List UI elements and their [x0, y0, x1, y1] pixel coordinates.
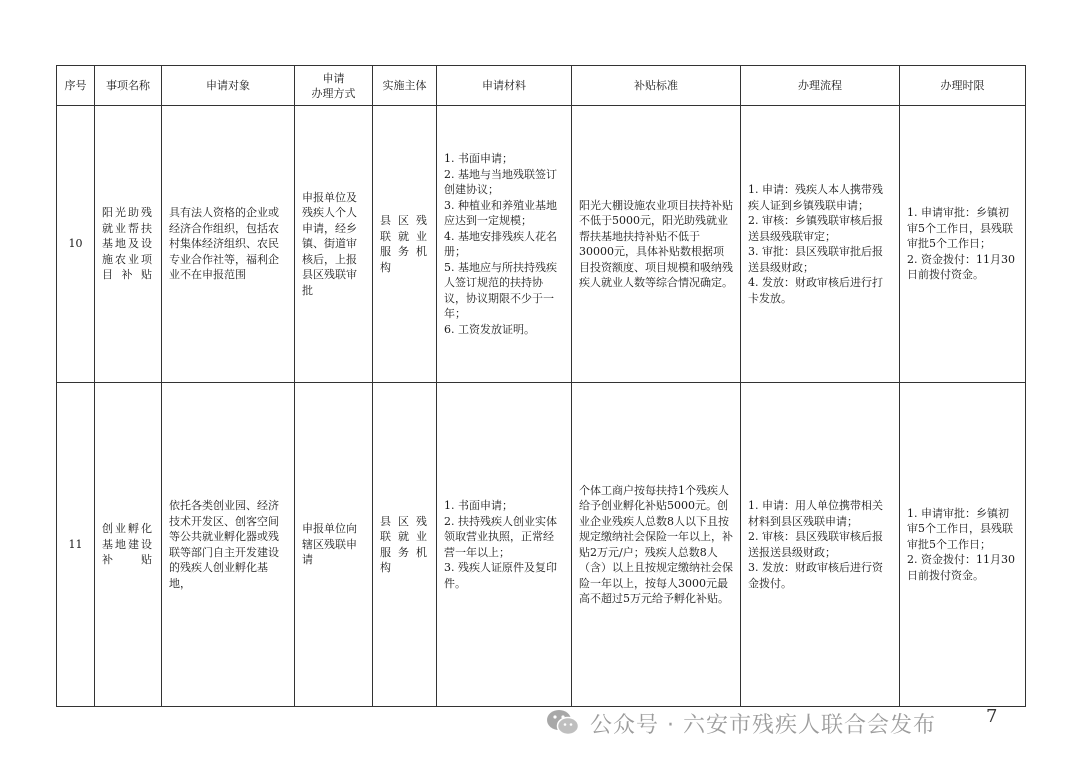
row-time-limit: [900, 106, 1026, 383]
time-limit-item: 1. 申请审批：乡镇初审5个工作日，县残联审批5个工作日；: [907, 206, 1013, 251]
header-applicant: 申请对象: [162, 66, 295, 106]
row-materials: [437, 383, 572, 707]
row-agency: 县区残联就业服务机构: [373, 106, 437, 383]
table-row: [57, 383, 1026, 707]
table-header-row: [57, 66, 1026, 106]
header-time-limit: 办理时限: [900, 66, 1026, 106]
time-limit-item: 2. 资金拨付：11月30日前拨付资金。: [907, 252, 1015, 282]
process-step: 1. 申请：用人单位携带相关材料到县区残联申请；: [748, 499, 883, 528]
row-time-limit: [900, 383, 1026, 707]
process-step: 4. 发放：财政审核后进行打卡发放。: [748, 276, 883, 305]
row-standard: 个体工商户按每扶持1个残疾人给予创业孵化补贴5000元。创业企业残疾人总数8人以下且按规定缴纳社会保险一年以上，补贴2万元/户；残疾人总数8人（含）以上且按规定缴纳社会保险一年以上，按每人3000元最高不超过5万元给予孵化补贴。: [572, 383, 741, 707]
page-number: 7: [986, 706, 998, 727]
policy-table: [56, 65, 1026, 707]
row-item-name: 阳光助残就业帮扶基地及设施农业项目补贴: [95, 106, 162, 383]
row-method: 申报单位及残疾人个人申请，经乡镇、街道审核后，上报县区残联审批: [295, 106, 373, 383]
header-process: 办理流程: [741, 66, 900, 106]
row-agency: 县区残联就业服务机构: [373, 383, 437, 707]
material-item: 3. 种植业和养殖业基地应达到一定规模；: [444, 198, 557, 227]
process-step: 2. 审核：县区残联审核后报送报送县级财政；: [748, 530, 883, 559]
row-seq: 10: [57, 106, 95, 383]
row-process: [741, 383, 900, 707]
row-standard: 阳光大棚设施农业项目扶持补贴不低于5000元，阳光助残就业帮扶基地扶持补贴不低于30000元，具体补贴数根据项目投资额度、项目规模和吸纳残疾人就业人数等综合情况确定。: [572, 106, 741, 383]
row-applicant: 依托各类创业园、经济技术开发区、创客空间等公共就业孵化器或残联等部门自主开发建设的残疾人创业孵化基地，: [162, 383, 295, 707]
header-method-line2: 办理方式: [311, 86, 356, 100]
row-materials: [437, 106, 572, 383]
process-step: 1. 申请：残疾人本人携带残疾人证到乡镇残联申请；: [748, 183, 883, 212]
time-limit-item: 2. 资金拨付：11月30日前拨付资金。: [907, 553, 1015, 582]
wechat-icon: [546, 708, 580, 738]
header-method: [295, 66, 373, 106]
row-seq: 11: [57, 383, 95, 707]
header-seq: 序号: [57, 66, 95, 106]
material-item: 3. 残疾人证原件及复印件。: [444, 561, 557, 590]
header-agency: 实施主体: [373, 66, 437, 106]
material-item: 2. 扶持残疾人创业实体领取营业执照，正常经营一年以上；: [444, 514, 557, 559]
row-item-name: 创业孵化基地建设补贴: [95, 383, 162, 707]
material-item: 5. 基地应与所扶持残疾人签订规范的扶持协议，协议期限不少于一年；: [444, 260, 557, 320]
row-applicant: 具有法人资格的企业或经济合作组织，包括农村集体经济组织、农民专业合作社等，福利企业不在申报范围: [162, 106, 295, 383]
material-item: 4. 基地安排残疾人花名册；: [444, 229, 557, 258]
row-method: 申报单位向辖区残联申请: [295, 383, 373, 707]
material-item: 1. 书面申请；: [444, 499, 513, 512]
material-item: 1. 书面申请；: [444, 152, 513, 165]
wechat-watermark: [546, 705, 936, 741]
process-step: 2. 审核：乡镇残联审核后报送县级残联审定；: [748, 214, 883, 243]
watermark-text: 公众号 · 六安市残疾人联合会发布: [590, 712, 936, 738]
header-standard: 补贴标准: [572, 66, 741, 106]
process-step: 3. 审批：县区残联审批后报送县级财政；: [748, 245, 883, 274]
material-item: 6. 工资发放证明。: [444, 322, 535, 336]
header-materials: 申请材料: [437, 66, 572, 106]
table-row: [57, 106, 1026, 383]
process-step: 3. 发放：财政审核后进行资金拨付。: [748, 561, 883, 590]
row-process: [741, 106, 900, 383]
material-item: 2. 基地与当地残联签订创建协议；: [444, 167, 557, 196]
header-item-name: 事项名称: [95, 66, 162, 106]
header-method-line1: 申请: [322, 71, 345, 85]
time-limit-item: 1. 申请审批：乡镇初审5个工作日，县残联审批5个工作日；: [907, 506, 1013, 551]
